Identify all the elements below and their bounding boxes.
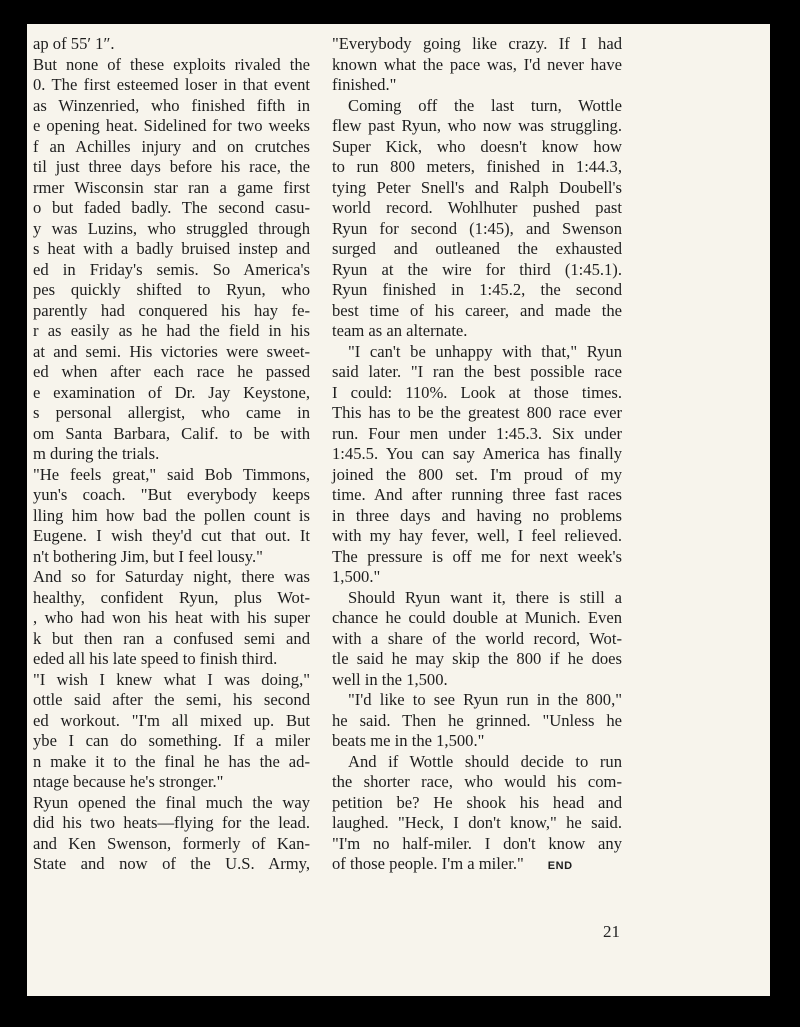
line-text: r as easily as he had the field in his — [33, 321, 310, 340]
line-text: of those people. I'm a miler." — [332, 854, 524, 873]
right-column-line — [332, 567, 622, 588]
line-text: ybe I can do something. If a miler — [33, 731, 310, 750]
line-text: laughed. "Heck, I don't know," he said. — [332, 813, 622, 832]
right-column-line — [332, 34, 622, 55]
line-text: parently had conquered his hay fe- — [33, 300, 310, 320]
line-text: Coming off the last turn, Wottle — [348, 95, 622, 115]
line-text: well in the 1,500. — [332, 669, 448, 689]
line-text: And so for Saturday night, there was — [33, 567, 310, 586]
left-column-line — [33, 485, 310, 506]
line-text: ed workout. "I'm all mixed up. But — [33, 710, 310, 730]
right-column-line — [332, 731, 622, 752]
line-text: known what the pace was, I'd never have — [332, 54, 622, 74]
right-column-line — [332, 506, 622, 527]
right-column-line — [332, 280, 622, 301]
line-text: petition be? He shook his head and — [332, 792, 622, 812]
right-column-line — [332, 219, 622, 240]
left-column-line — [33, 731, 310, 752]
left-column-line — [33, 424, 310, 445]
line-text: o but faded badly. The second casu- — [33, 198, 310, 217]
left-column-line — [33, 834, 310, 855]
line-text: world record. Wohlhuter pushed past — [332, 198, 622, 217]
line-text: "I'd like to see Ryun run in the 800," — [348, 690, 622, 709]
line-text: The pressure is off me for next week's — [332, 546, 622, 566]
line-text: healthy, confident Ryun, plus Wot- — [33, 587, 310, 607]
left-column-line — [33, 219, 310, 240]
line-text: run. Four men under 1:45.3. Six under — [332, 423, 622, 443]
left-column-line — [33, 75, 310, 96]
line-text: n make it to the final he has the ad- — [33, 751, 310, 771]
left-column-line — [33, 383, 310, 404]
line-text: k but then ran a confused semi and — [33, 628, 310, 648]
right-column-line — [332, 465, 622, 486]
line-text: , who had won his heat with his super — [33, 608, 310, 627]
left-column-line — [33, 260, 310, 281]
left-column-line — [33, 772, 310, 793]
line-text: with my hay fever, well, I feel relieved. — [332, 526, 622, 545]
line-text: Super Kick, who doesn't know how — [332, 136, 622, 156]
line-text: eded all his late speed to finish third. — [33, 649, 278, 668]
line-text: Ryun opened the final much the way — [33, 792, 310, 812]
left-column-line — [33, 342, 310, 363]
right-column-line — [332, 690, 622, 711]
line-text: rmer Wisconsin star ran a game first — [33, 177, 310, 197]
left-column-line — [33, 547, 310, 568]
left-column-line — [33, 608, 310, 629]
line-text: e opening heat. Sidelined for two weeks — [33, 116, 310, 135]
right-column-line — [332, 752, 622, 773]
right-column-line — [332, 75, 622, 96]
line-text: Should Ryun want it, there is still a — [348, 587, 622, 607]
right-column-line — [332, 526, 622, 547]
right-column-line — [332, 96, 622, 117]
right-column-line — [332, 55, 622, 76]
line-text: n't bothering Jim, but I feel lousy." — [33, 546, 263, 566]
right-column-line — [332, 813, 622, 834]
right-column-line — [332, 178, 622, 199]
line-text: chance he could double at Munich. Even — [332, 608, 622, 627]
left-column-line — [33, 34, 310, 55]
left-column-line — [33, 116, 310, 137]
line-text: the shorter race, who would his com- — [332, 772, 622, 791]
line-text: tying Peter Snell's and Ralph Doubell's — [332, 177, 622, 197]
left-column-line — [33, 526, 310, 547]
line-text: "Everybody going like crazy. If I had — [332, 34, 622, 53]
line-text: to run 800 meters, finished in 1:44.3, — [332, 157, 622, 176]
line-text: joined the 800 set. I'm proud of my — [332, 464, 622, 484]
right-column-line — [332, 342, 622, 363]
left-column-line — [33, 567, 310, 588]
right-column-line — [332, 670, 622, 691]
left-column-line — [33, 239, 310, 260]
line-text: And if Wottle should decide to run — [348, 751, 622, 771]
right-column-line — [332, 629, 622, 650]
line-text: surged and outleaned the exhausted — [332, 239, 622, 258]
right-column-line — [332, 260, 622, 281]
right-column-line — [332, 198, 622, 219]
right-column-line — [332, 301, 622, 322]
line-text: team as an alternate. — [332, 321, 468, 340]
left-column-line — [33, 198, 310, 219]
left-column-line — [33, 813, 310, 834]
left-column-line — [33, 362, 310, 383]
line-text: e examination of Dr. Jay Keystone, — [33, 382, 310, 402]
left-column-line — [33, 96, 310, 117]
left-column-line — [33, 403, 310, 424]
line-text: did his two heats—flying for the lead. — [33, 813, 310, 832]
right-column-line — [332, 444, 622, 465]
left-column-line — [33, 157, 310, 178]
right-column-line — [332, 424, 622, 445]
right-column-line — [332, 834, 622, 855]
right-column-line — [332, 854, 622, 875]
line-text: "I'm no half-miler. I don't know any — [332, 833, 622, 853]
left-column-line — [33, 752, 310, 773]
line-text: in three days and having no problems — [332, 505, 622, 525]
page-number: 21 — [603, 922, 620, 941]
magazine-page — [27, 24, 770, 996]
left-column-line — [33, 690, 310, 711]
line-text: om Santa Barbara, Calif. to be with — [33, 423, 310, 443]
line-text: This has to be the greatest 800 race ever — [332, 403, 622, 422]
right-column-line — [332, 588, 622, 609]
right-column-line — [332, 321, 622, 342]
line-text: best time of his career, and made the — [332, 300, 622, 320]
line-text: Ryun at the wire for third (1:45.1). — [332, 259, 622, 279]
right-column-line — [332, 157, 622, 178]
line-text: Ryun finished in 1:45.2, the second — [332, 280, 622, 299]
line-text: "I wish I knew what I was doing," — [33, 669, 310, 689]
right-column-line — [332, 547, 622, 568]
line-text: lling him how bad the pollen count is — [33, 505, 310, 525]
line-text: Ryun for second (1:45), and Swenson — [332, 218, 622, 238]
line-text: ottle said after the semi, his second — [33, 690, 310, 709]
right-text-column — [332, 34, 622, 875]
line-text: with a share of the world record, Wot- — [332, 628, 622, 648]
left-column-line — [33, 444, 310, 465]
line-text: State and now of the U.S. Army, — [33, 854, 310, 873]
right-column-line — [332, 793, 622, 814]
line-text: 1:45.5. You can say America has finally — [332, 444, 622, 463]
right-column-line — [332, 711, 622, 732]
left-column-line — [33, 670, 310, 691]
left-column-line — [33, 854, 310, 875]
line-text: m during the trials. — [33, 444, 160, 463]
line-text: 0. The first esteemed loser in that event — [33, 75, 310, 94]
end-mark: END — [547, 860, 573, 872]
line-text: "I can't be unhappy with that," Ryun — [348, 341, 622, 361]
right-column-line — [332, 362, 622, 383]
line-text: But none of these exploits rivaled the — [33, 54, 310, 74]
line-text: ed in Friday's semis. So America's — [33, 259, 310, 279]
left-column-line — [33, 301, 310, 322]
right-column-line — [332, 383, 622, 404]
line-text: ntage because he's stronger." — [33, 772, 224, 791]
right-column-line — [332, 239, 622, 260]
line-text: I could: 110%. Look at those times. — [332, 382, 622, 402]
line-text: as Winzenried, who finished fifth in — [33, 95, 310, 115]
right-column-line — [332, 116, 622, 137]
line-text: "He feels great," said Bob Timmons, — [33, 464, 310, 484]
left-text-column — [33, 34, 310, 875]
line-text: y was Luzins, who struggled through — [33, 218, 310, 238]
left-column-line — [33, 629, 310, 650]
left-column-line — [33, 711, 310, 732]
line-text: time. And after running three fast races — [332, 485, 622, 504]
left-column-line — [33, 649, 310, 670]
line-text: tle said he may skip the 800 if he does — [332, 649, 622, 668]
line-text: til just three days before his race, the — [33, 157, 310, 176]
line-text: ap of 55′ 1″. — [33, 34, 115, 53]
line-text: pes quickly shifted to Ryun, who — [33, 280, 310, 299]
right-column-line — [332, 608, 622, 629]
line-text: f an Achilles injury and on crutches — [33, 136, 310, 156]
line-text: and Ken Swenson, formerly of Kan- — [33, 833, 310, 853]
left-column-line — [33, 465, 310, 486]
line-text: s heat with a badly bruised instep and — [33, 239, 310, 258]
left-column-line — [33, 506, 310, 527]
left-column-line — [33, 793, 310, 814]
right-column-line — [332, 485, 622, 506]
line-text: at and semi. His victories were sweet- — [33, 341, 310, 361]
left-column-line — [33, 137, 310, 158]
right-column-line — [332, 403, 622, 424]
left-column-line — [33, 280, 310, 301]
line-text: 1,500." — [332, 567, 381, 586]
line-text: beats me in the 1,500." — [332, 731, 485, 750]
right-column-line — [332, 649, 622, 670]
left-column-line — [33, 55, 310, 76]
left-column-line — [33, 321, 310, 342]
line-text: said later. "I ran the best possible race — [332, 362, 622, 381]
right-column-line — [332, 137, 622, 158]
left-column-line — [33, 178, 310, 199]
line-text: flew past Ryun, who now was struggling. — [332, 116, 622, 135]
line-text: ed when after each race he passed — [33, 362, 310, 381]
right-column-line — [332, 772, 622, 793]
line-text: yun's coach. "But everybody keeps — [33, 485, 310, 504]
line-text: finished." — [332, 75, 397, 94]
line-text: s personal allergist, who came in — [33, 403, 310, 422]
left-column-line — [33, 588, 310, 609]
line-text: he said. Then he grinned. "Unless he — [332, 710, 622, 730]
line-text: Eugene. I wish they'd cut that out. It — [33, 526, 310, 545]
